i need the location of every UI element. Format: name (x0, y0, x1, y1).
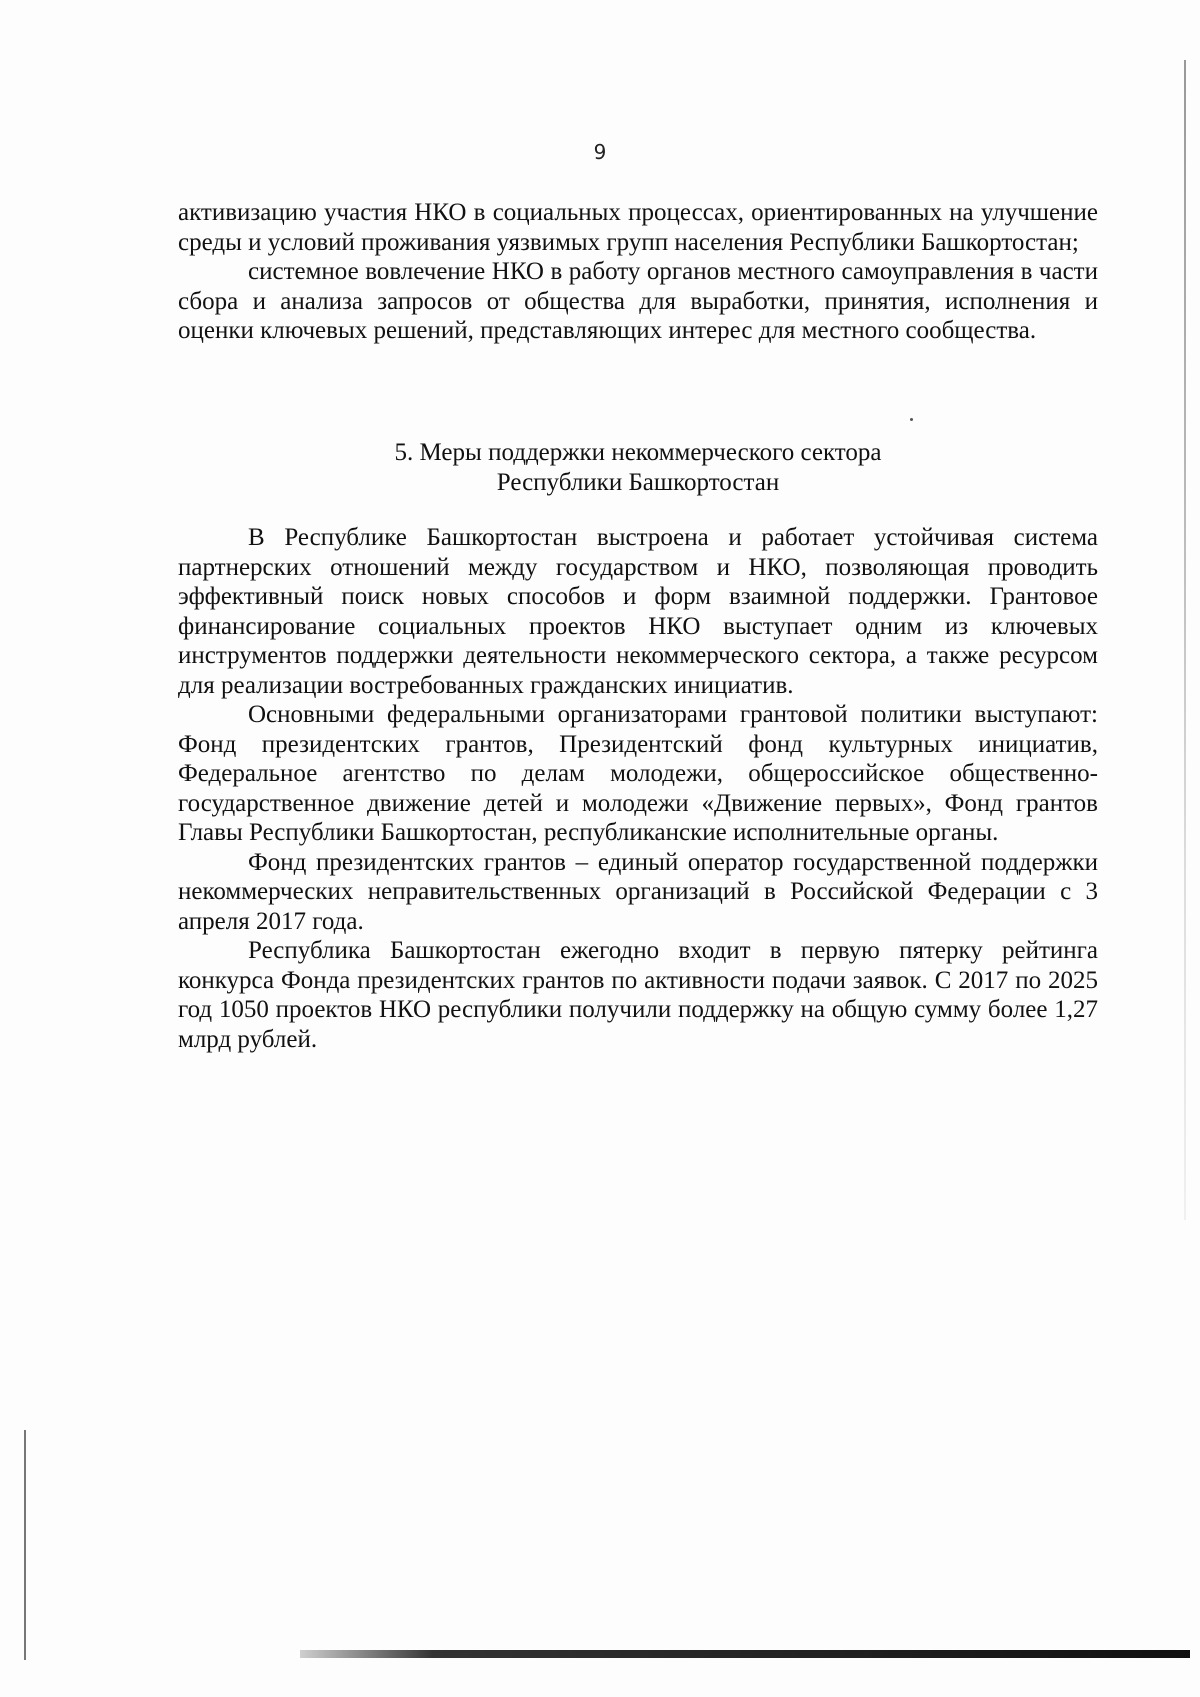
paragraph: Республика Башкортостан ежегодно входит в первую пятерку рейтинга конкурса Фонда президентских грантов по активности подачи заявок. С 2017 по 2025 год 1050 проектов НКО республики получили поддержку на общую сумму более 1,27 млрд рублей. (178, 937, 1098, 1053)
top-text-block (178, 198, 1098, 346)
scan-edge-right (1184, 60, 1186, 1220)
main-text-block (178, 523, 1098, 1054)
section-heading-line-1: 5. Меры поддержки некоммерческого сектора (394, 439, 882, 466)
scan-edge-left (24, 1430, 26, 1660)
section-heading (178, 438, 1098, 498)
paragraph: Основными федеральными организаторами грантовой политики выступают: Фонд президентских грантов, Президентский фонд культурных инициатив, Федеральное агентство по делам молодежи, общероссийское общественно-государственное движение детей и молодежи «Движение первых», Фонд грантов Главы Республики Башкортостан, республиканские исполнительные органы. (178, 701, 1098, 846)
paragraph-continuation: активизацию участия НКО в социальных процессах, ориентированных на улучшение среды и условий проживания уязвимых групп населения Республики Башкортостан; (178, 199, 1098, 256)
section-heading-line-2: Республики Башкортостан (496, 469, 780, 496)
paragraph: Фонд президентских грантов – единый оператор государственной поддержки некоммерческих неправительственных организаций в Российской Федерации с 3 апреля 2017 года. (178, 848, 1098, 935)
page-number: 9 (593, 140, 607, 164)
scan-speck (910, 418, 913, 421)
paragraph: системное вовлечение НКО в работу органов местного самоуправления в части сбора и анализа запросов от общества для выработки, принятия, исполнения и оценки ключевых решений, представляющих интерес для местного сообщества. (178, 258, 1098, 344)
scan-edge-bottom (300, 1650, 1190, 1658)
paragraph: В Республике Башкортостан выстроена и работает устойчивая система партнерских отношений между государством и НКО, позволяющая проводить эффективный поиск новых способов и форм взаимной поддержки. Грантовое финансирование социальных проектов НКО выступает одним из ключевых инструментов поддержки деятельности некоммерческого сектора, а также ресурсом для реализации востребованных гражданских инициатив. (178, 524, 1098, 699)
